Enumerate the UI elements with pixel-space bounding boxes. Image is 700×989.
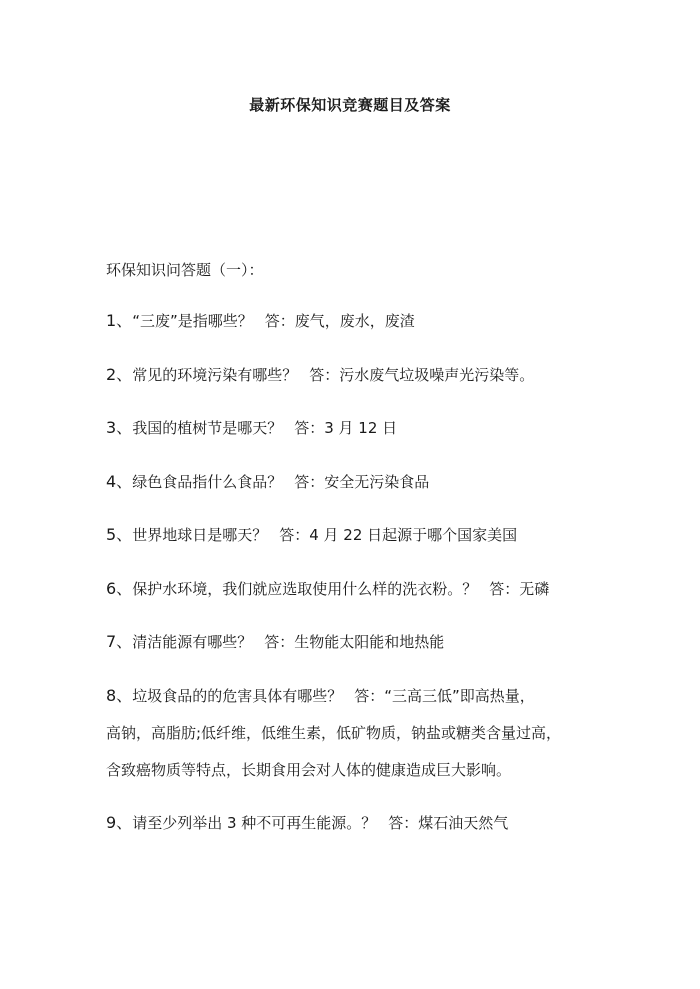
question-number: 6、 — [106, 578, 133, 598]
answer-line-3: 含致癌物质等特点，长期食用会对人体的健康造成巨大影响。 — [106, 760, 512, 779]
answer-line-1 — [106, 686, 606, 706]
question-number: 5、 — [106, 525, 133, 544]
qa-item-4 — [106, 472, 606, 492]
question-text: 保护水环境，我们就应选取使用什么样的洗衣粉。？ — [132, 579, 478, 598]
question-number: 8、 — [106, 685, 133, 705]
qa-item-5 — [106, 525, 606, 545]
answer-text: 答：4 月 22 日起源于哪个国家美国 — [279, 526, 518, 544]
question-number: 3、 — [106, 418, 133, 437]
page-title: 最新环保知识竞赛题目及答案 — [249, 96, 451, 114]
question-text: 请至少列举出 3 种不可再生能源。？ — [132, 814, 377, 832]
qa-list — [106, 311, 606, 867]
section-heading: 环保知识问答题（一）： — [106, 261, 264, 279]
qa-item-3 — [106, 418, 606, 438]
answer-text: 答：3 月 12 日 — [294, 419, 398, 437]
answer-text: 答：污水废气垃圾噪声光污染等。 — [309, 365, 535, 384]
question-text: 我国的植树节是哪天？ — [132, 419, 283, 437]
answer-text: 答：无磷 — [489, 579, 550, 598]
question-number: 2、 — [106, 364, 133, 384]
question-number: 1、 — [106, 311, 133, 330]
question-text: “三废”是指哪些？ — [132, 312, 253, 330]
question-text: 垃圾食品的的危害具体有哪些？ — [132, 686, 343, 705]
question-number: 7、 — [106, 632, 133, 651]
answer-text: 答：“三高三低”即高热量， — [354, 686, 535, 705]
question-text: 绿色食品指什么食品？ — [132, 472, 283, 491]
answer-text: 答：煤石油天然气 — [388, 814, 509, 832]
qa-item-1 — [106, 311, 606, 331]
qa-item-2 — [106, 365, 606, 385]
qa-item-6 — [106, 579, 606, 599]
answer-text: 答：废气，废水，废渣 — [264, 312, 415, 330]
answer-line-2: 高钠，高脂肪;低纤维，低维生素，低矿物质，钠盐或糖类含量过高， — [106, 723, 562, 742]
question-number: 4、 — [106, 471, 133, 491]
qa-item-9 — [106, 813, 606, 833]
question-text: 世界地球日是哪天？ — [132, 526, 268, 544]
qa-item-7 — [106, 632, 606, 652]
qa-item-8 — [106, 686, 606, 780]
question-text: 常见的环境污染有哪些？ — [132, 365, 298, 384]
answer-text: 答：生物能太阳能和地热能 — [264, 633, 445, 651]
answer-text: 答：安全无污染食品 — [294, 472, 430, 491]
question-number: 9、 — [106, 813, 133, 832]
question-text: 清洁能源有哪些？ — [132, 633, 253, 651]
